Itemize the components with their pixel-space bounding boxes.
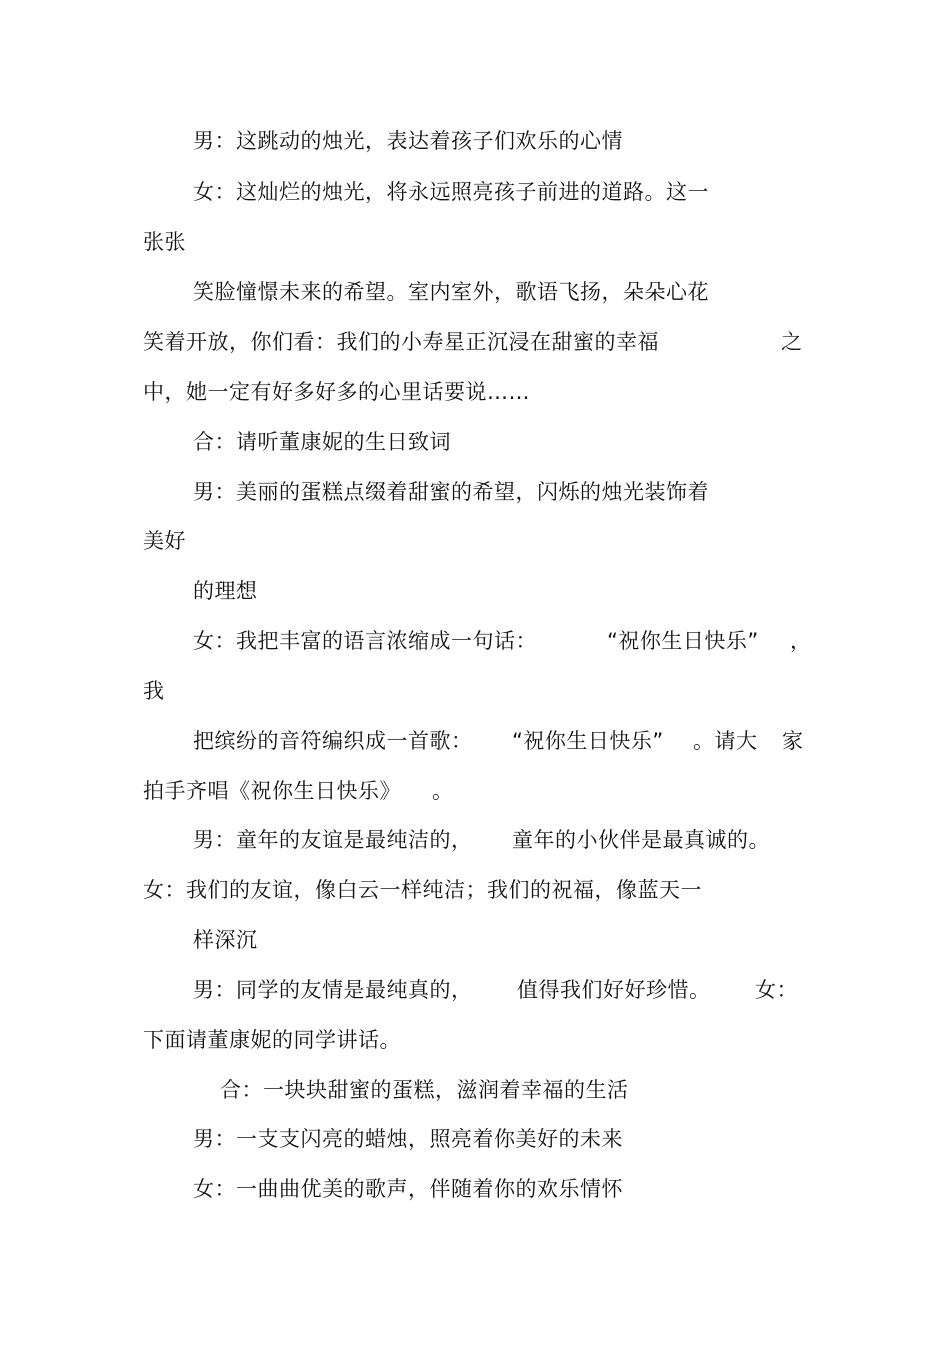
text-line: 女：我把丰富的语言浓缩成一句话： (193, 629, 537, 653)
text-line: 女：我们的友谊，像白云一样纯洁；我们的祝福，像蓝天一 (143, 878, 702, 902)
text-line: “祝你生日快乐” (607, 629, 759, 653)
text-line: 中，她一定有好多好多的心里话要说…… (143, 380, 530, 404)
text-line: 我 (143, 679, 165, 703)
text-line: 合：请听董康妮的生日致词 (193, 430, 451, 454)
text-line: 张张 (143, 230, 186, 254)
text-line: 之 (781, 330, 803, 354)
text-line: 合：一块块甜蜜的蛋糕，滋润着幸福的生活 (220, 1078, 629, 1102)
text-line: 。请大 (693, 729, 758, 753)
text-line: 值得我们好好珍惜。 (517, 978, 711, 1002)
text-line: 。 (432, 779, 454, 803)
text-line: 下面请董康妮的同学讲话。 (143, 1028, 401, 1052)
text-line: 笑着开放，你们看：我们的小寿星正沉浸在甜蜜的幸福 (143, 330, 659, 354)
text-line: 家 (782, 729, 804, 753)
text-line: 美好 (143, 529, 186, 553)
text-line: 样深沉 (193, 928, 258, 952)
text-line: 男：美丽的蛋糕点缀着甜蜜的希望，闪烁的烛光装饰着 (193, 480, 709, 504)
text-line: 女：一曲曲优美的歌声，伴随着你的欢乐情怀 (193, 1177, 623, 1201)
text-line: 男：同学的友情是最纯真的， (193, 978, 473, 1002)
text-line: 男：一支支闪亮的蜡烛，照亮着你美好的未来 (193, 1127, 623, 1151)
text-line: 男：这跳动的烛光，表达着孩子们欢乐的心情 (193, 129, 623, 153)
text-line: 男：童年的友谊是最纯洁的， (193, 828, 473, 852)
text-line: 把缤纷的音符编织成一首歌： (193, 729, 473, 753)
text-line: 笑脸憧憬未来的希望。室内室外，歌语飞扬，朵朵心花 (193, 280, 709, 304)
text-line: ， (790, 629, 812, 653)
text-line: 女： (755, 978, 798, 1002)
text-line: 童年的小伙伴是最真诚的。 (512, 828, 770, 852)
text-line: “祝你生日快乐” (512, 729, 664, 753)
text-line: 拍手齐唱《祝你生日快乐》 (143, 779, 401, 803)
text-line: 女：这灿烂的烛光，将永远照亮孩子前进的道路。这一 (193, 180, 709, 204)
text-line: 的理想 (193, 579, 258, 603)
